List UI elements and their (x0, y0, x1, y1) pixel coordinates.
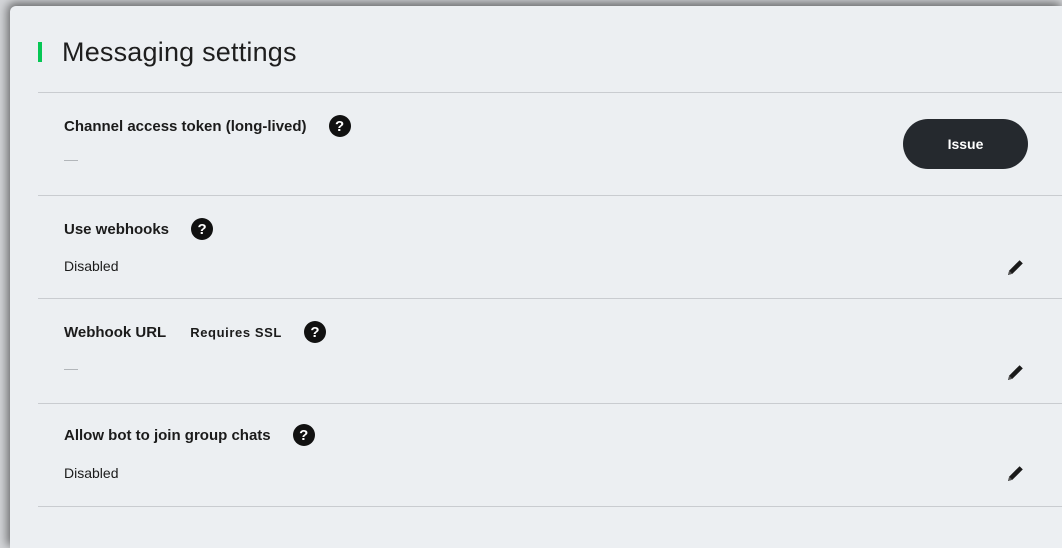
row-label: Allow bot to join group chats (64, 426, 271, 444)
channel-access-token-row (38, 93, 1062, 195)
row-value: — (64, 360, 78, 376)
row-value: Disabled (64, 258, 119, 274)
use-webhooks-row (38, 196, 1062, 298)
allow-group-chats-row (38, 404, 1062, 506)
allow-group-chats-label-group (64, 422, 315, 448)
row-label: Channel access token (long-lived) (64, 117, 307, 135)
help-icon[interactable]: ? (304, 321, 326, 343)
webhook-url-row (38, 299, 1062, 403)
use-webhooks-label-group (64, 216, 213, 242)
pencil-icon[interactable] (1004, 256, 1026, 278)
page-title: Messaging settings (62, 36, 297, 67)
webhook-url-label-group (64, 319, 326, 345)
requires-ssl-tag: Requires SSL (190, 324, 282, 340)
accent-bar (38, 42, 42, 62)
pencil-icon[interactable] (1004, 462, 1026, 484)
section-header (38, 36, 297, 68)
issue-button[interactable]: Issue (903, 119, 1028, 169)
pencil-icon[interactable] (1004, 361, 1026, 383)
channel-access-token-label-group (64, 113, 351, 139)
row-value: — (64, 151, 78, 167)
help-icon[interactable]: ? (191, 218, 213, 240)
row-label: Webhook URL (64, 323, 167, 341)
help-icon[interactable]: ? (329, 115, 351, 137)
messaging-settings-panel (10, 6, 1062, 548)
help-icon[interactable]: ? (293, 424, 315, 446)
row-label: Use webhooks (64, 220, 170, 238)
row-value: Disabled (64, 465, 119, 481)
divider (38, 506, 1062, 507)
